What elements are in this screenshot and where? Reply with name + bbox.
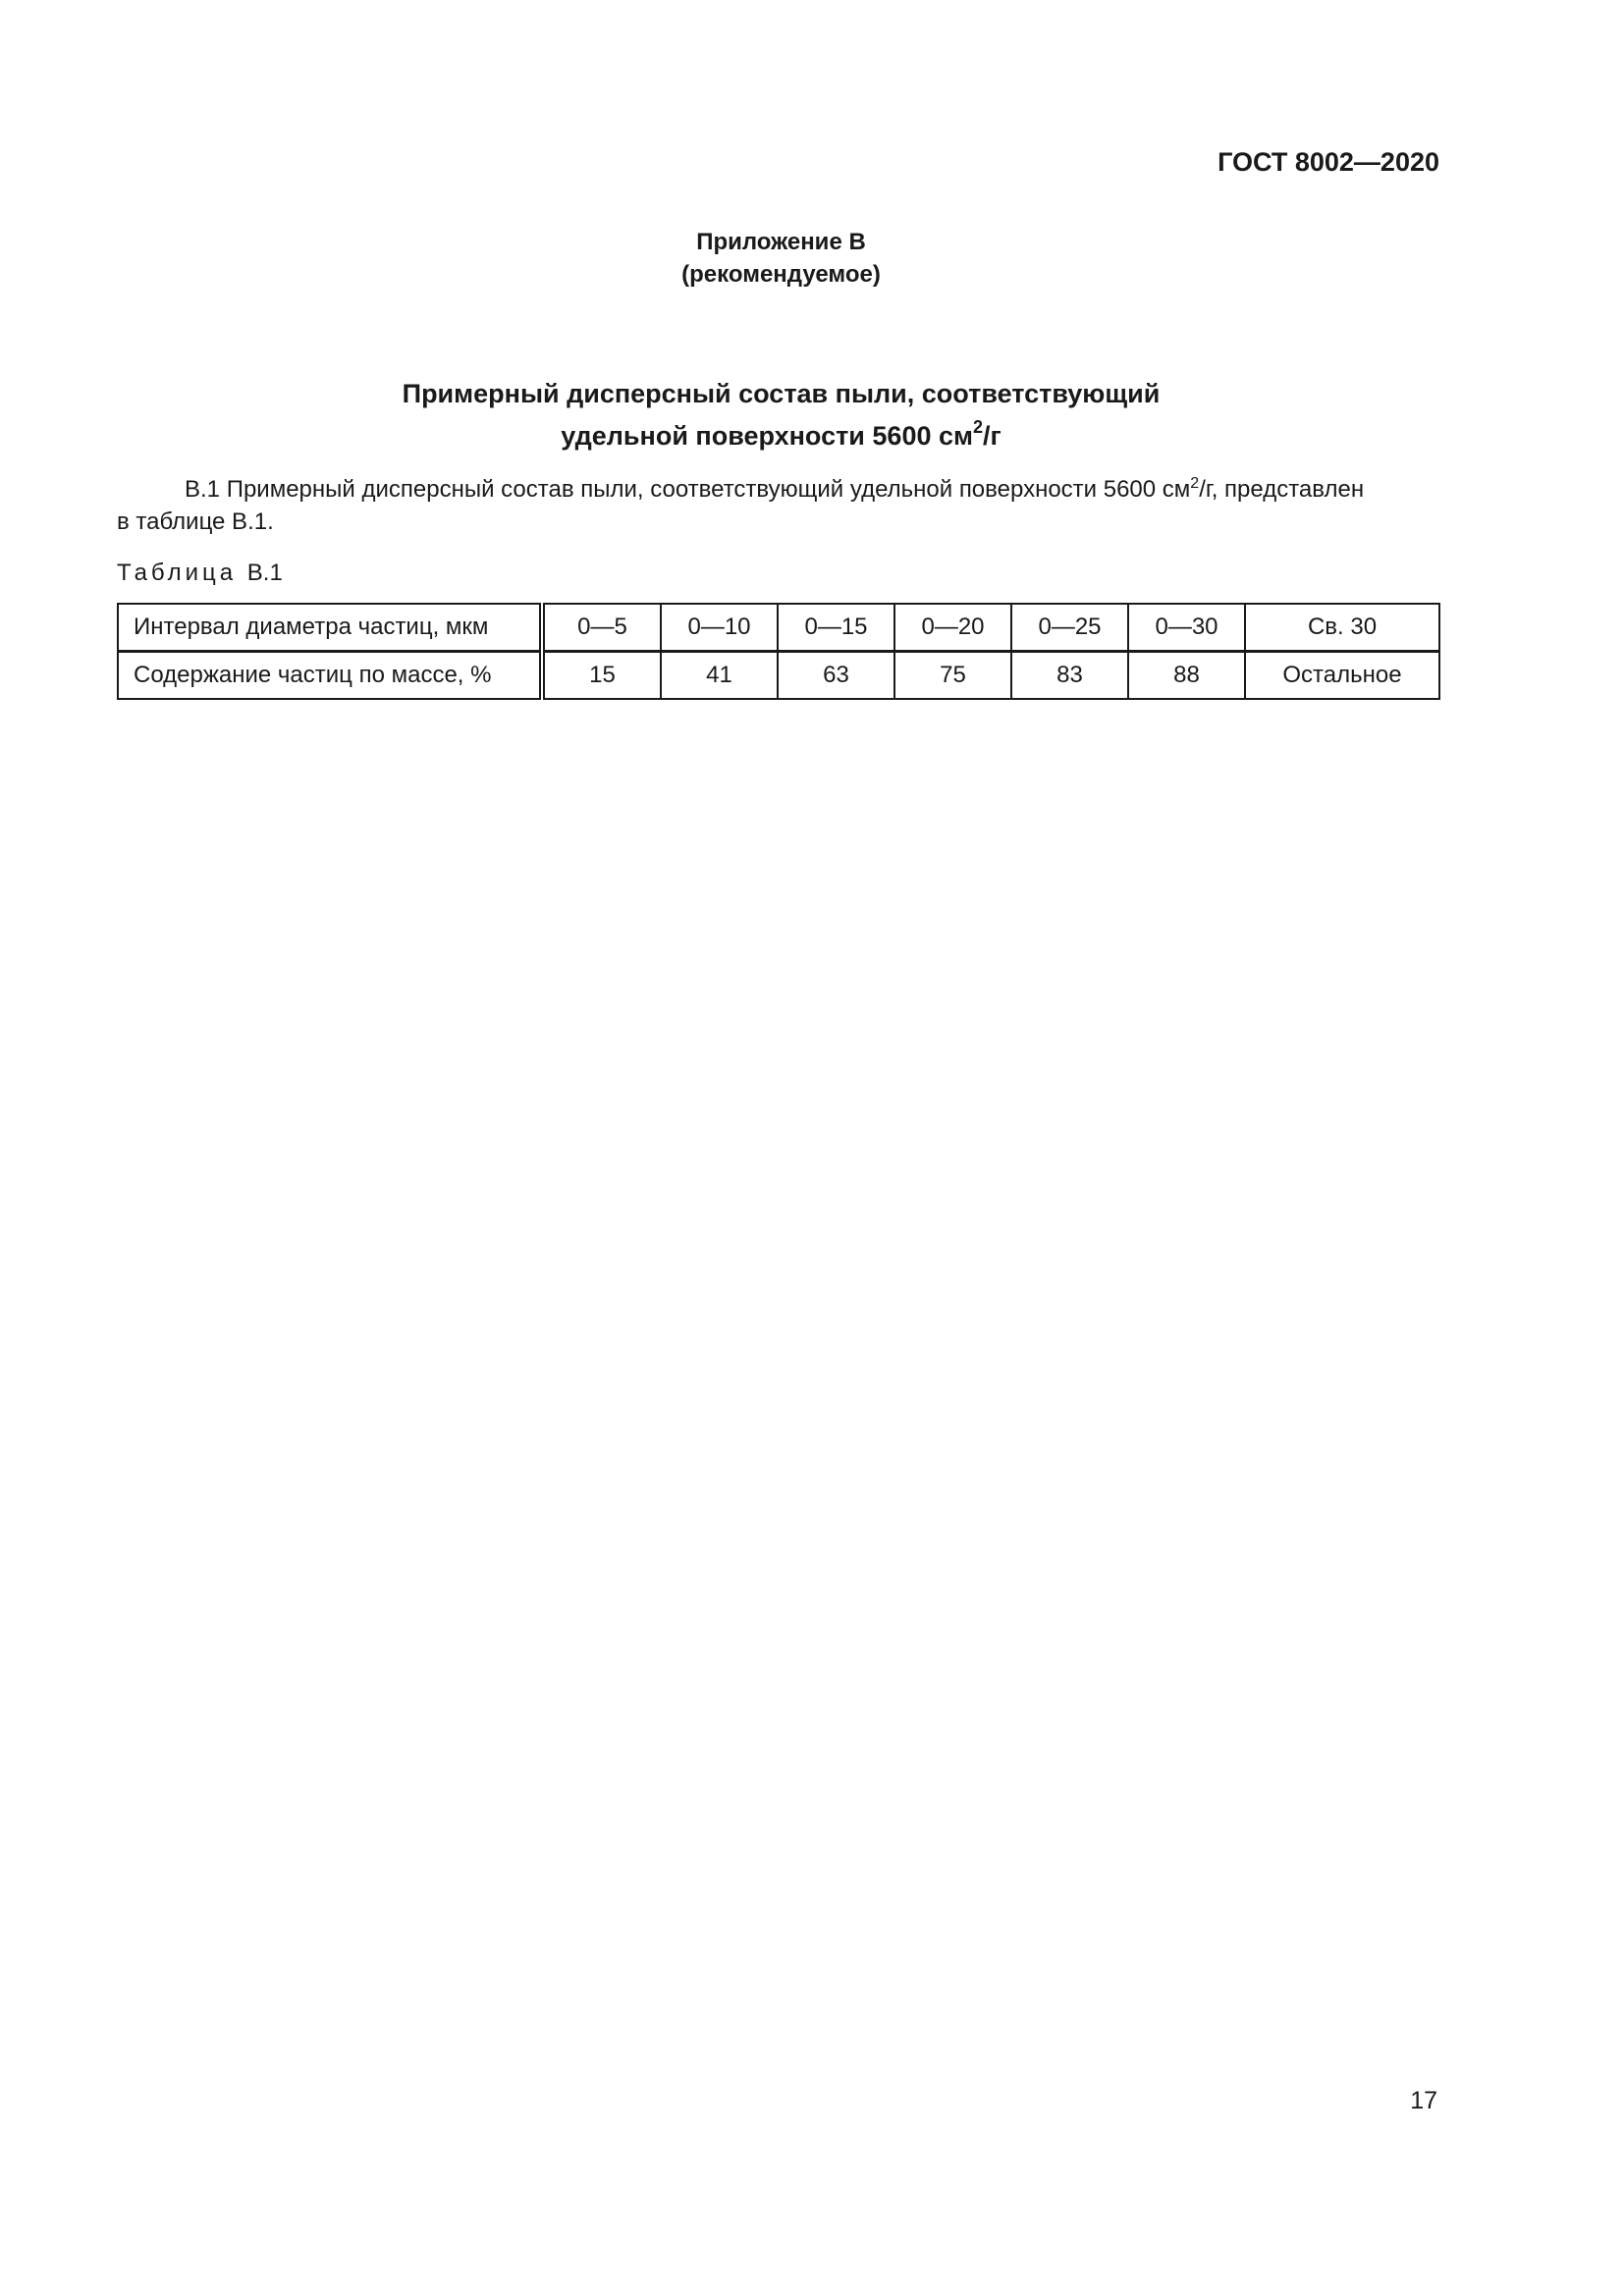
page-number: 17	[1410, 2087, 1437, 2114]
section-title-line2	[0, 411, 1562, 454]
paragraph-b1	[117, 467, 1439, 538]
table-row	[118, 652, 1439, 700]
document-code: ГОСТ 8002—2020	[1218, 147, 1439, 177]
row-header: Содержание частиц по массе, %	[118, 652, 542, 700]
paragraph-line1	[117, 467, 1439, 506]
paragraph-line2: в таблице В.1.	[117, 508, 274, 535]
paragraph-text-cont: /г, представлен	[1199, 476, 1365, 503]
section-title-superscript: 2	[972, 417, 983, 437]
row-header: Интервал диаметра частиц, мкм	[118, 604, 542, 652]
table-cell: 0—20	[894, 604, 1011, 652]
table-cell: 75	[894, 652, 1011, 700]
table-cell: 0—5	[542, 604, 661, 652]
table-cell: 0—30	[1128, 604, 1245, 652]
table-cell: 63	[778, 652, 894, 700]
annex-heading	[0, 226, 1562, 291]
table-caption	[117, 560, 283, 587]
section-title-line1: Примерный дисперсный состав пыли, соответствующий	[402, 379, 1161, 408]
section-title-line2-text: удельной поверхности 5600 см	[561, 421, 973, 451]
table-cell: 15	[542, 652, 661, 700]
paragraph-text: В.1 Примерный дисперсный состав пыли, соответствующий удельной поверхности 5600 см	[185, 476, 1191, 503]
table-cell: Св. 30	[1245, 604, 1439, 652]
annex-status: (рекомендуемое)	[681, 261, 881, 288]
table-cell: Остальное	[1245, 652, 1439, 700]
table-cell: 83	[1011, 652, 1128, 700]
table-caption-label: Таблица	[117, 560, 238, 586]
table-cell: 88	[1128, 652, 1245, 700]
table-cell: 0—25	[1011, 604, 1128, 652]
table-cell: 0—15	[778, 604, 894, 652]
table-cell: 41	[661, 652, 778, 700]
data-table	[117, 603, 1440, 700]
table-cell: 0—10	[661, 604, 778, 652]
section-title	[0, 376, 1562, 454]
paragraph-superscript: 2	[1190, 475, 1200, 492]
table-row	[118, 604, 1439, 652]
section-title-line2-suffix: /г	[982, 421, 1001, 451]
table-caption-number: В.1	[246, 560, 283, 586]
annex-title: Приложение В	[696, 229, 866, 255]
